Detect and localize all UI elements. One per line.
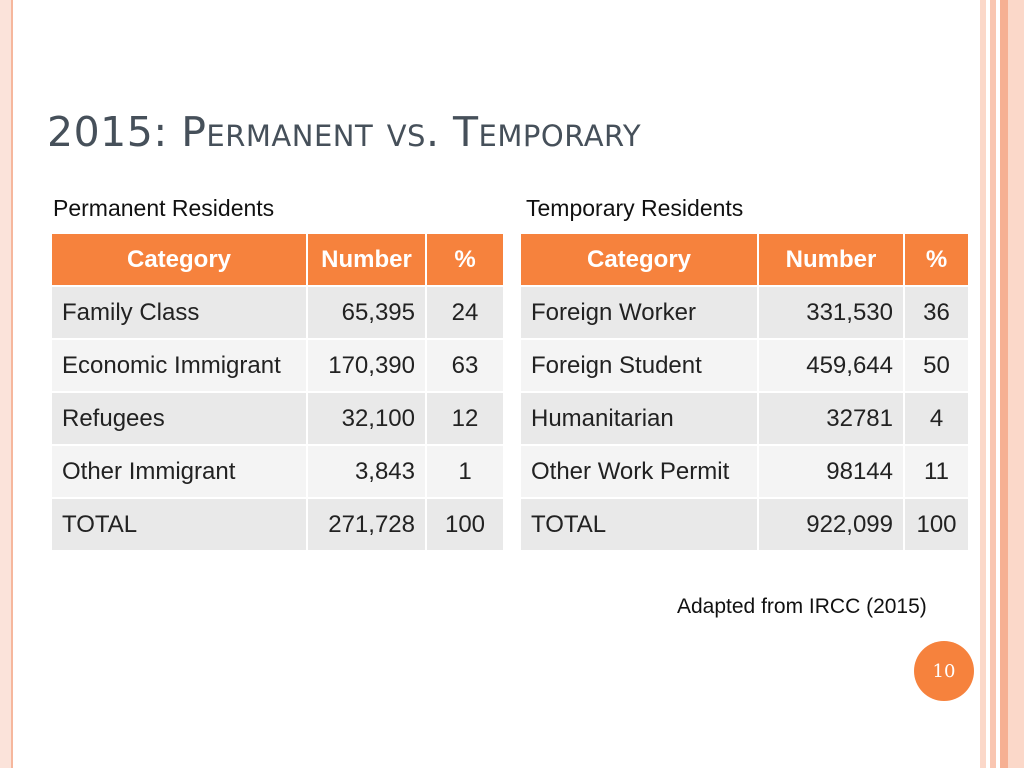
left-border-decoration bbox=[0, 0, 11, 768]
column-header-category: Category bbox=[52, 234, 306, 285]
cell-category: Foreign Student bbox=[521, 340, 757, 391]
table-row bbox=[52, 393, 503, 444]
cell-category: Humanitarian bbox=[521, 393, 757, 444]
right-border-decoration bbox=[980, 0, 1024, 768]
table-header-row bbox=[521, 234, 968, 285]
permanent-residents-table bbox=[50, 232, 505, 552]
cell-number: 170,390 bbox=[308, 340, 425, 391]
cell-number: 32,100 bbox=[308, 393, 425, 444]
cell-percent: 12 bbox=[427, 393, 503, 444]
cell-category: Other Immigrant bbox=[52, 446, 306, 497]
column-header-category: Category bbox=[521, 234, 757, 285]
cell-number: 32781 bbox=[759, 393, 903, 444]
column-header-percent: % bbox=[427, 234, 503, 285]
temporary-residents-table bbox=[519, 232, 970, 552]
permanent-residents-label: Permanent Residents bbox=[53, 195, 275, 221]
cell-category: Foreign Worker bbox=[521, 287, 757, 338]
cell-number: 3,843 bbox=[308, 446, 425, 497]
cell-number: 331,530 bbox=[759, 287, 903, 338]
column-header-number: Number bbox=[308, 234, 425, 285]
table-row bbox=[52, 446, 503, 497]
cell-percent: 100 bbox=[427, 499, 503, 550]
column-header-number: Number bbox=[759, 234, 903, 285]
column-header-percent: % bbox=[905, 234, 968, 285]
cell-number: 98144 bbox=[759, 446, 903, 497]
table-row bbox=[521, 340, 968, 391]
table-row-total bbox=[52, 499, 503, 550]
temporary-residents-label: Temporary Residents bbox=[526, 195, 744, 221]
cell-category: Family Class bbox=[52, 287, 306, 338]
table-row bbox=[52, 287, 503, 338]
table-header-row bbox=[52, 234, 503, 285]
cell-percent: 24 bbox=[427, 287, 503, 338]
cell-percent: 100 bbox=[905, 499, 968, 550]
cell-category: Other Work Permit bbox=[521, 446, 757, 497]
cell-number: 459,644 bbox=[759, 340, 903, 391]
slide-title: 2015: Permanent vs. Temporary bbox=[47, 108, 642, 156]
source-note: Adapted from IRCC (2015) bbox=[677, 595, 927, 618]
left-border-line bbox=[11, 0, 13, 768]
cell-percent: 63 bbox=[427, 340, 503, 391]
table-row-total bbox=[521, 499, 968, 550]
cell-percent: 36 bbox=[905, 287, 968, 338]
cell-percent: 50 bbox=[905, 340, 968, 391]
cell-number: 271,728 bbox=[308, 499, 425, 550]
cell-category: TOTAL bbox=[521, 499, 757, 550]
cell-percent: 11 bbox=[905, 446, 968, 497]
table-row bbox=[521, 287, 968, 338]
table-row bbox=[52, 340, 503, 391]
cell-category: Economic Immigrant bbox=[52, 340, 306, 391]
cell-percent: 4 bbox=[905, 393, 968, 444]
cell-category: TOTAL bbox=[52, 499, 306, 550]
page-number-badge: 10 bbox=[914, 641, 974, 701]
cell-number: 922,099 bbox=[759, 499, 903, 550]
cell-category: Refugees bbox=[52, 393, 306, 444]
table-row bbox=[521, 446, 968, 497]
table-row bbox=[521, 393, 968, 444]
cell-percent: 1 bbox=[427, 446, 503, 497]
cell-number: 65,395 bbox=[308, 287, 425, 338]
